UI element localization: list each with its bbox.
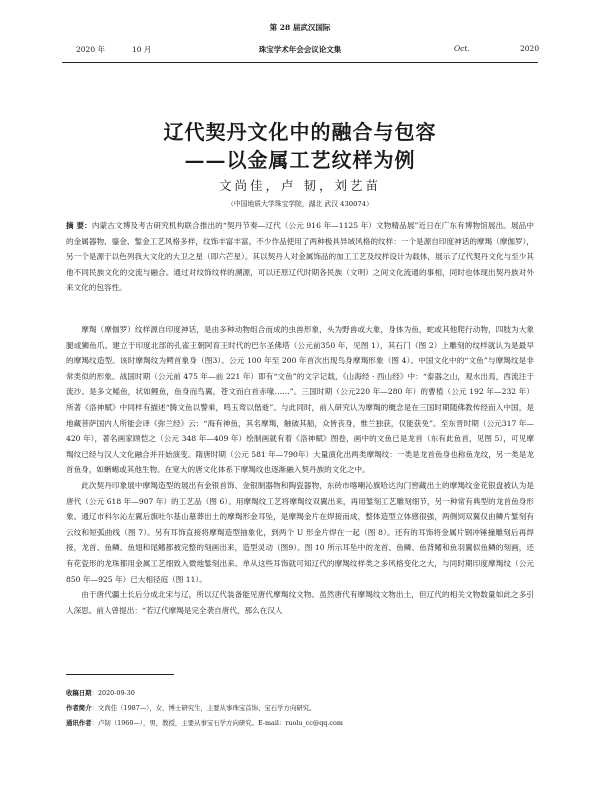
abstract-text: 内蒙古文博及考古研究机构联合推出的“契丹节奏—辽代（公元 916 年—1125 年）文物精品展”近日在广东有博物馆展出。展品中的金属器物、鎏金、錾金工艺风格多样，纹饰丰富丰富。不少作品使用了两种极具异域风格的纹样：一个是源自印度神话的摩羯（摩伽罗），另一个是源于以色列我大文化的大卫之星（即六芒星）。其以契丹人对金属饰品的加工工艺及纹样设计为载体，展示了辽代契丹文化与至少其他不同民族文化的交流与融合。通过对纹饰纹样的溯源，可以还原辽代时期各民族（文明）之间文化流通的事相，同时也体现出契丹族对外来文化的包容性。 <box>66 221 534 293</box>
header-month-left: 10 月 <box>132 45 152 54</box>
paragraph: 摩羯（摩伽罗）纹样源自印度神话，是由多种动物组合而成的虫兽形象，头为野兽或大象，身体为鱼，蛇或其他爬行动物，四肢为大象腿或狮鱼爪。建立于印度北部的孔雀王朝阿育王时代的巴尔圣佛塔（公元前350 年，见图 1），其石门（图 2）上雕刻的纹样就认为是最早的摩羯纹造型。该时摩羯纹为鳄首象身（图3）。公元 100 年至 200 年首次出现鸟身摩羯形象（图 4）。中国文化中的“文鱼”与摩羯纹是非常类似的形象。战国时期（公元前 475 年—前 221 年）即有“文鱼”的文字记载，《山海经 · 西山经》中：“泰器之山，观水出焉，西流注于流沙。是多文鳐鱼，状如鲤鱼，鱼身而鸟翼，苍文而白首赤喙……”。三国时期（公元220 年—280 年）的曹植（公元 192 年—232 年）所著《洛神赋》中同样有描述“腾文鱼以警乘，鸣玉鸾以偕逝”。与此同时，前人研究认为摩羯的概念是在三国时期随佛教传经而入中国，是地藏菩萨国内人所能会译《弥兰经》云：“海有神鱼，其名摩羯，触破其船，众皆丧身，惟兰独获，仅能获免”。至东晋时期（公元317 年—420 年），著名画家顾恺之（公元 348 年—409 年）绘制画就有着《洛神赋》图卷，画中的文鱼已是龙首（东有此鱼首，见图 5），可见摩羯纹已经与汉人文化融合并开始演变。隋唐时期（公元 581 年—790年）大量演化出两类摩羯纹：一类是龙首鱼身也称鱼龙纹，另一类是龙首鱼身，如蜥蜴或其他生物。在宽大的唐文化体系下摩羯纹也逐渐融入契丹族的文化之中。 <box>66 325 534 475</box>
header-month-right: Oct. <box>454 44 470 53</box>
authors: 文尚佳，卢 韧，刘艺苗 <box>219 178 381 193</box>
paragraph: 此次契丹印象展中摩羯造型的展出有金银首饰、金银制器物和陶瓷器物，东砖市喀喇沁旗哈达沟门窖藏出土的摩羯纹金花银盘被认为是唐代（公元 618 年—907 年）的工艺品（图 6）。用摩羯纹工艺将摩羯纹双翼出来，再用錾刻工艺雕刻细节，另一种常有典型的龙首鱼身形象。通辽市科尔沁左翼后旗吐尔基山墓葬出土的摩羯形金耳坠，是摩羯金片在焊接而成，整体造型立体感很强，两侧饲双翼仅由鳞片錾刻有云纹和短弧曲线（图 7）。另有耳饰直接将摩羯造型抽象化，到两个 U 形金片焊在一起（图 8）。还有的耳饰将金属片钢冲锤撞雕刻后再焊接，龙首、鱼鳞、鱼翅和尾鳍都被完整的刻画出来，造型灵动（图9）。图 10 所示耳坠中的龙首、鱼鳞、鱼背鳍和鱼羽翼似鱼鳞的刻画，还有花瓷形的龙珠都用金属工艺细致入微地錾刻出来。单从这些耳饰就可知辽代的摩羯纹样类之多风格变化之大，与同时期印度摩羯纹（公元 850 年—925 年）已大相径庭（图 11）。 <box>66 480 534 584</box>
header-year-left: 2020 年 <box>76 45 105 54</box>
affiliation: （中国地质大学珠宝学院，湖北 武汉 430074） <box>227 200 373 208</box>
abstract-label: 摘 要： <box>66 221 92 230</box>
abstract <box>66 218 534 296</box>
footnote-corresponding-author: 通讯作者：卢韧（1960—），男，教授，主要从事宝石学方向研究。E-mail：ruolu_cc@qq.com <box>66 719 343 727</box>
header-rule <box>62 62 538 63</box>
paper-subtitle: ——以金属工艺纹样为例 <box>184 148 416 172</box>
footnote-author-bio: 作者简介：文尚佳（1987—），女，博士研究生，主要从事珠宝首饰、宝石学方向研究。 <box>66 704 316 712</box>
footnote-received: 收稿日期：2020-09-30 <box>66 689 135 697</box>
conference-name-line1: 第 28 届武汉国际 <box>269 23 331 32</box>
footnotes <box>66 686 534 731</box>
footnote-rule <box>66 674 174 675</box>
header-year-right: 2020 <box>520 44 540 53</box>
main-text <box>66 322 534 618</box>
paper-title: 辽代契丹文化中的融合与包容 <box>163 120 437 144</box>
conference-name-line2: 珠宝学术年会会议论文集 <box>258 45 342 54</box>
paragraph: 由于唐代疆土长后分成北宋与辽，所以辽代装备能见唐代摩羯纹文物。虽然唐代有摩羯纹文物出土，但辽代的相关文物数量如此之多引人深思。前人曾提出：“若辽代摩羯是完全袭自唐代，那么在汉人 <box>66 590 534 615</box>
